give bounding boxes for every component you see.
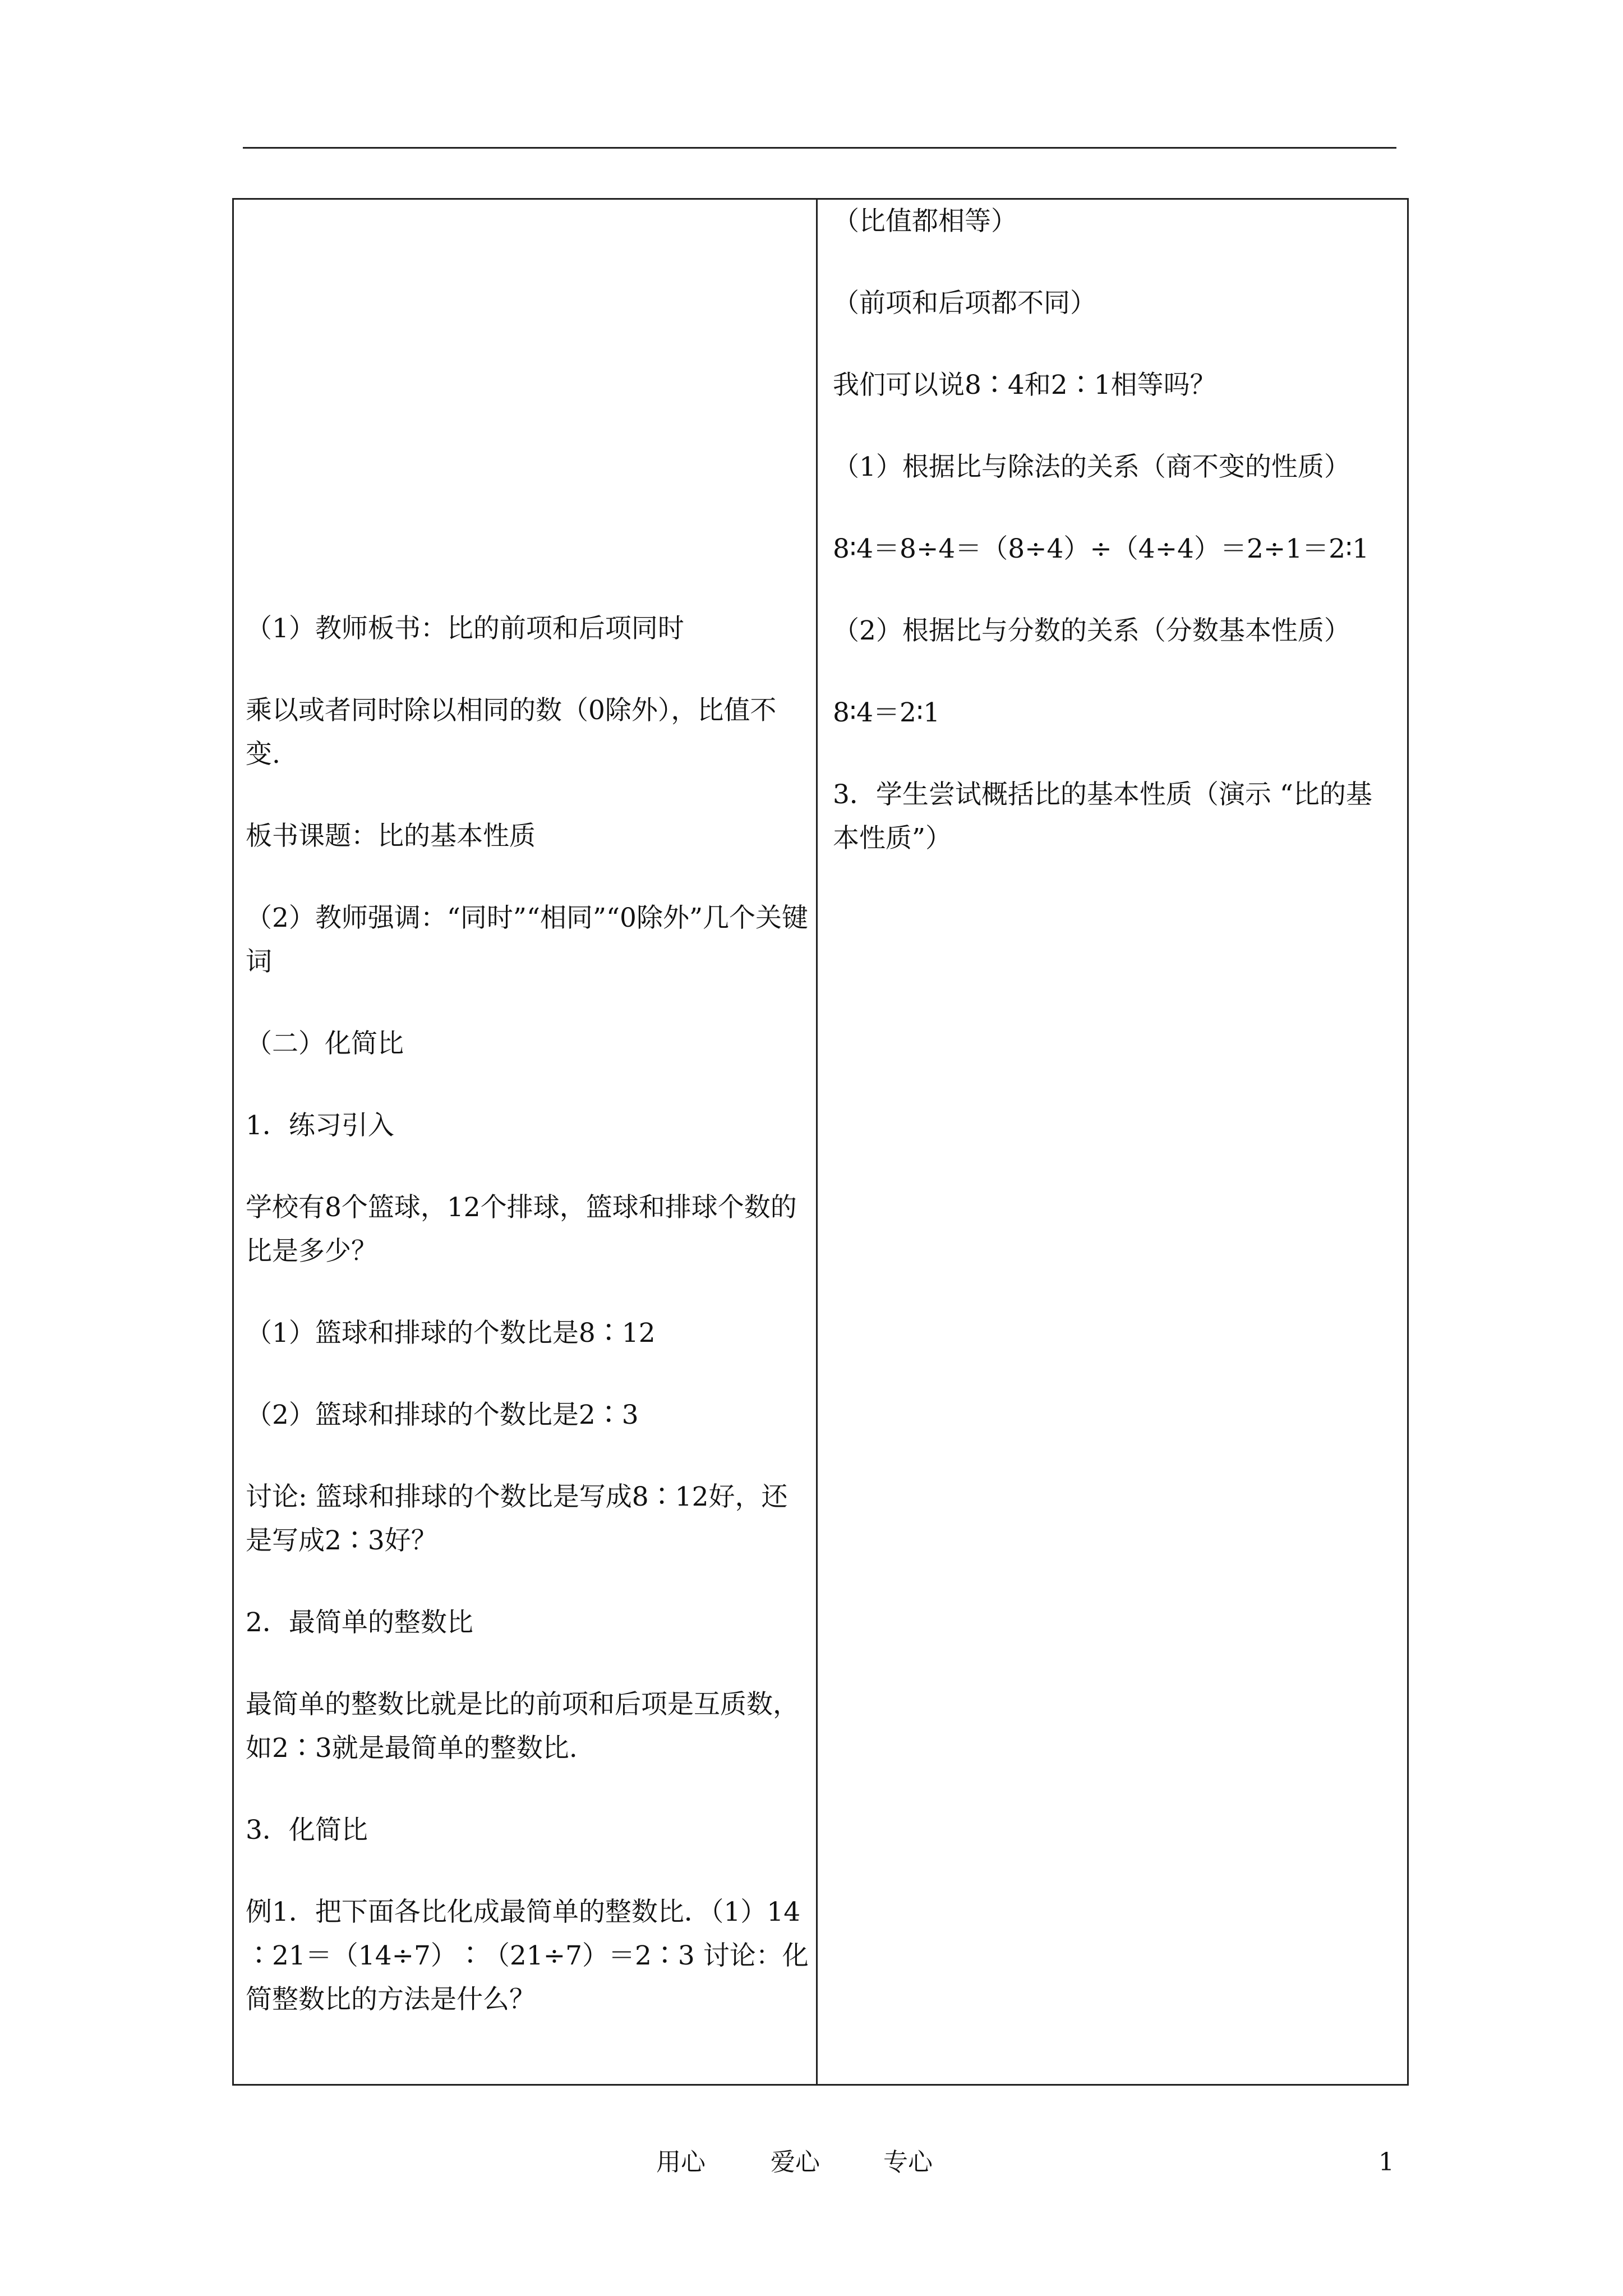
subsection-heading: 3．化简比 — [246, 1815, 368, 1846]
right-paragraph: （1）根据比与除法的关系（商不变的性质） — [833, 452, 1350, 482]
right-paragraph: （前项和后项都不同） — [833, 288, 1096, 319]
left-paragraph: 学校有8个篮球，12个排球，篮球和排球个数的比是多少？ — [246, 1192, 797, 1267]
right-paragraph: 8∶4＝8÷4＝（8÷4）÷（4÷4）＝2÷1＝2∶1 — [833, 533, 1370, 564]
left-paragraph: 板书课题：比的基本性质 — [246, 821, 536, 852]
left-paragraph: （2）教师强调：“同时”“相同”“0除外”几个关键词 — [246, 903, 808, 977]
header-rule — [243, 147, 1396, 149]
subsection-heading: 2．最简单的整数比 — [246, 1607, 473, 1638]
right-paragraph: 我们可以说8∶4和2∶1相等吗？ — [833, 370, 1216, 401]
right-paragraph: 8∶4＝2∶1 — [833, 697, 940, 728]
left-paragraph: 最简单的整数比就是比的前项和后项是互质数，如2∶3就是最简单的整数比. — [246, 1689, 799, 1764]
left-column — [246, 607, 809, 2060]
footer-text: 专心 — [883, 2148, 933, 2177]
left-paragraph: （2）篮球和排球的个数比是2∶3 — [246, 1400, 639, 1430]
right-paragraph: （比值都相等） — [833, 206, 1017, 237]
left-paragraph: （1）教师板书：比的前项和后项同时 — [246, 613, 684, 644]
column-divider — [816, 198, 818, 2086]
section-heading: （二）化简比 — [246, 1028, 404, 1059]
right-paragraph: （2）根据比与分数的关系（分数基本性质） — [833, 615, 1350, 646]
page-number: 1 — [1378, 2148, 1394, 2177]
right-column — [833, 200, 1396, 899]
example-paragraph: 例1．把下面各比化成最简单的整数比．（1）14∶21＝（14÷7）∶（21÷7）＝2∶3 讨论：化简整数比的方法是什么？ — [246, 1897, 809, 2015]
left-paragraph: （1）篮球和排球的个数比是8∶12 — [246, 1318, 656, 1349]
footer-text: 用心 — [656, 2148, 706, 2177]
right-paragraph: 3．学生尝试概括比的基本性质（演示 “比的基本性质”） — [833, 779, 1372, 854]
footer-text: 爱心 — [771, 2148, 820, 2177]
subsection-heading: 1．练习引入 — [246, 1110, 394, 1141]
left-paragraph: 讨论: 篮球和排球的个数比是写成8∶12好，还是写成2∶3好？ — [246, 1481, 788, 1556]
left-paragraph: 乘以或者同时除以相同的数（0除外），比值不变. — [246, 695, 777, 770]
